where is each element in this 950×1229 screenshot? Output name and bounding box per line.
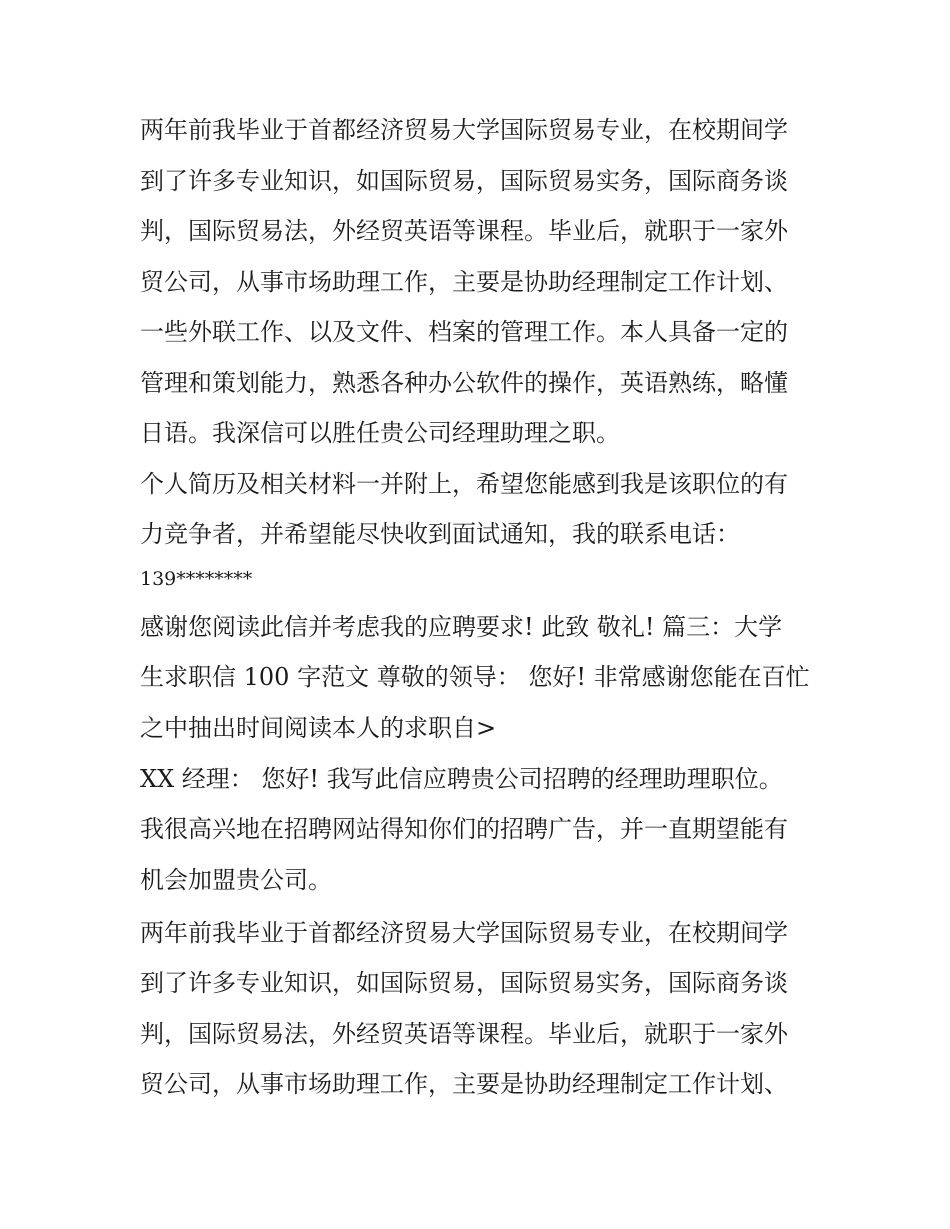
- text-line: 两年前我毕业于首都经济贸易大学国际贸易专业，在校期间学: [140, 116, 788, 144]
- text-line: 判，国际贸易法，外经贸英语等课程。毕业后，就职于一家外: [140, 217, 788, 245]
- text-line: 贸公司，从事市场助理工作，主要是协助经理制定工作计划、: [140, 268, 788, 296]
- text-line: 管理和策划能力，熟悉各种办公软件的操作，英语熟练，略懂: [140, 369, 788, 397]
- text-line: 机会加盟贵公司。: [140, 866, 332, 894]
- text-line: 个人简历及相关材料一并附上，希望您能感到我是该职位的有: [140, 470, 788, 498]
- text-line: 贸公司，从事市场助理工作，主要是协助经理制定工作计划、: [140, 1070, 788, 1098]
- text-line: 生求职信 100 字范文 尊敬的领导： 您好! 非常感谢您能在百忙: [140, 663, 810, 691]
- text-line: 到了许多专业知识，如国际贸易，国际贸易实务，国际商务谈: [140, 969, 788, 997]
- text-line: 我很高兴地在招聘网站得知你们的招聘广告，并一直期望能有: [140, 815, 788, 843]
- text-line: 日语。我深信可以胜任贵公司经理助理之职。: [140, 419, 620, 447]
- text-line: 两年前我毕业于首都经济贸易大学国际贸易专业，在校期间学: [140, 919, 788, 947]
- text-line: 之中抽出时间阅读本人的求职自>: [140, 714, 497, 742]
- text-line: 判，国际贸易法，外经贸英语等课程。毕业后，就职于一家外: [140, 1020, 788, 1048]
- phone-number-line: 139********: [140, 568, 253, 590]
- text-line: 一些外联工作、以及文件、档案的管理工作。本人具备一定的: [140, 318, 788, 346]
- text-line: 力竞争者，并希望能尽快收到面试通知，我的联系电话：: [140, 520, 740, 548]
- text-line: XX 经理： 您好! 我写此信应聘贵公司招聘的经理助理职位。: [140, 765, 783, 793]
- text-line: 到了许多专业知识，如国际贸易，国际贸易实务，国际商务谈: [140, 167, 788, 195]
- text-line: 感谢您阅读此信并考虑我的应聘要求! 此致 敬礼! 篇三：大学: [140, 613, 783, 641]
